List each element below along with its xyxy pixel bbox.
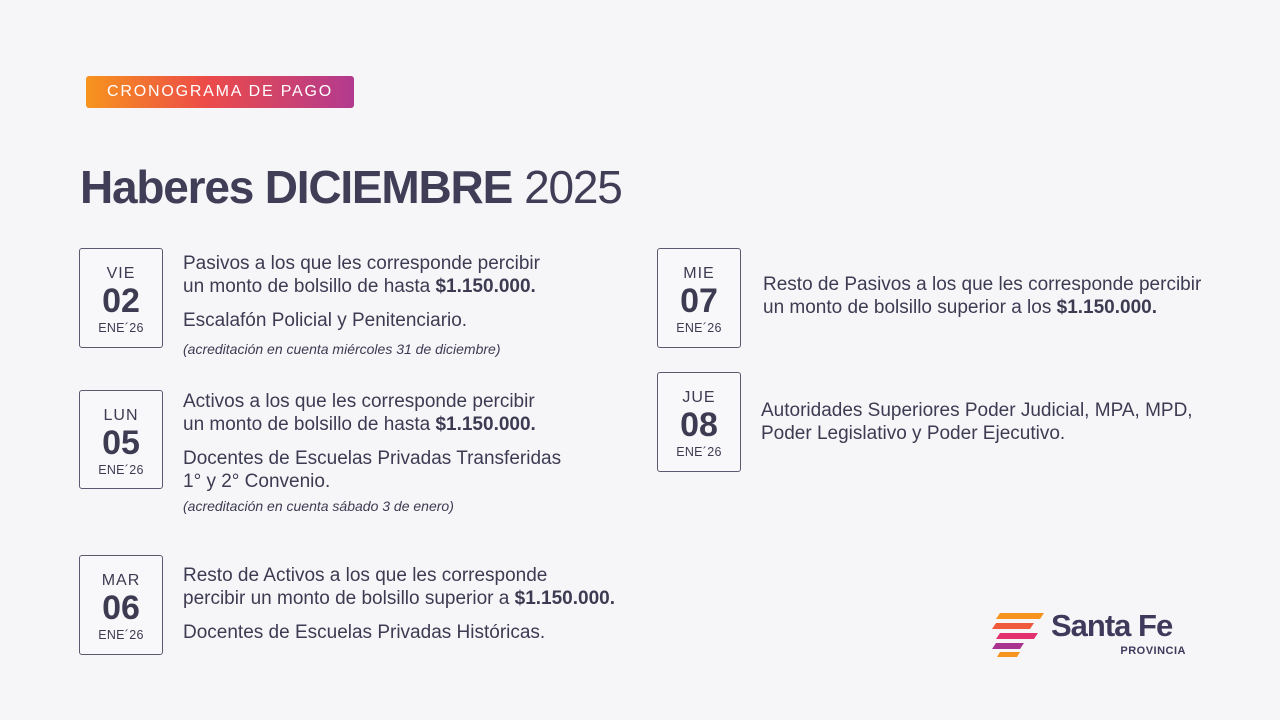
emblem-stripe bbox=[992, 623, 1034, 629]
day-of-week: LUN bbox=[103, 407, 139, 424]
emblem-stripe bbox=[992, 643, 1024, 649]
page-title bbox=[80, 160, 622, 214]
month-label: ENE´26 bbox=[98, 463, 144, 477]
schedule-entry-08 bbox=[761, 399, 1193, 445]
entry-extra: 1° y 2° Convenio. bbox=[183, 471, 331, 492]
santa-fe-logo bbox=[990, 608, 1190, 660]
entry-line: Activos a los que les corresponde percibir bbox=[183, 391, 535, 412]
day-of-week: JUE bbox=[682, 389, 716, 406]
amount: $1.150.000. bbox=[435, 414, 536, 435]
date-box-06 bbox=[79, 555, 163, 655]
entry-line: Poder Legislativo y Poder Ejecutivo. bbox=[761, 423, 1066, 444]
day-number: 08 bbox=[680, 406, 718, 444]
date-box-02 bbox=[79, 248, 163, 348]
entry-extra: Docentes de Escuelas Privadas Históricas. bbox=[183, 622, 546, 643]
entry-line: Autoridades Superiores Poder Judicial, MPA, MPD, bbox=[761, 400, 1193, 421]
emblem-stripe bbox=[996, 633, 1038, 639]
entry-line: un monto de bolsillo de hasta bbox=[183, 276, 431, 297]
title-year: 2025 bbox=[524, 161, 622, 213]
schedule-entry-02 bbox=[183, 252, 540, 358]
logo-subtitle: PROVINCIA bbox=[1120, 645, 1186, 657]
schedule-entry-07 bbox=[763, 273, 1201, 319]
entry-line: Resto de Activos a los que les corresponde bbox=[183, 565, 548, 586]
schedule-tag: CRONOGRAMA DE PAGO bbox=[86, 76, 354, 108]
amount: $1.150.000. bbox=[1056, 297, 1157, 318]
entry-note: (acreditación en cuenta sábado 3 de enero) bbox=[183, 498, 454, 514]
entry-line-amount bbox=[183, 413, 561, 436]
day-number: 05 bbox=[102, 424, 140, 462]
month-label: ENE´26 bbox=[98, 628, 144, 642]
day-of-week: VIE bbox=[106, 265, 136, 282]
date-box-07 bbox=[657, 248, 741, 348]
day-number: 06 bbox=[102, 589, 140, 627]
entry-line: Pasivos a los que les corresponde percibir bbox=[183, 253, 540, 274]
entry-line: un monto de bolsillo de hasta bbox=[183, 414, 431, 435]
santa-fe-emblem-icon bbox=[990, 611, 1046, 659]
entry-line-amount bbox=[183, 587, 615, 610]
month-label: ENE´26 bbox=[676, 321, 722, 335]
month-label: ENE´26 bbox=[676, 445, 722, 459]
day-of-week: MIE bbox=[683, 265, 715, 282]
day-number: 07 bbox=[680, 282, 718, 320]
entry-extra: Escalafón Policial y Penitenciario. bbox=[183, 310, 468, 331]
schedule-entry-05 bbox=[183, 390, 561, 515]
schedule-entry-06 bbox=[183, 564, 615, 644]
emblem-stripe bbox=[997, 652, 1020, 657]
date-box-08 bbox=[657, 372, 741, 472]
entry-extra: Docentes de Escuelas Privadas Transferidas bbox=[183, 448, 562, 469]
amount: $1.150.000. bbox=[435, 276, 536, 297]
title-main: Haberes DICIEMBRE bbox=[80, 161, 513, 213]
logo-wordmark: Santa Fe bbox=[1051, 608, 1173, 643]
amount: $1.150.000. bbox=[514, 588, 615, 609]
day-of-week: MAR bbox=[101, 572, 141, 589]
entry-line-amount bbox=[763, 296, 1201, 319]
date-box-05 bbox=[79, 390, 163, 489]
entry-note: (acreditación en cuenta miércoles 31 de diciembre) bbox=[183, 341, 501, 357]
entry-line: Resto de Pasivos a los que les corresponde percibir bbox=[763, 274, 1202, 295]
emblem-stripe bbox=[996, 613, 1044, 619]
entry-line: percibir un monto de bolsillo superior a bbox=[183, 588, 510, 609]
day-number: 02 bbox=[102, 282, 140, 320]
month-label: ENE´26 bbox=[98, 321, 144, 335]
entry-line-amount bbox=[183, 275, 540, 298]
entry-line: un monto de bolsillo superior a los bbox=[763, 297, 1052, 318]
